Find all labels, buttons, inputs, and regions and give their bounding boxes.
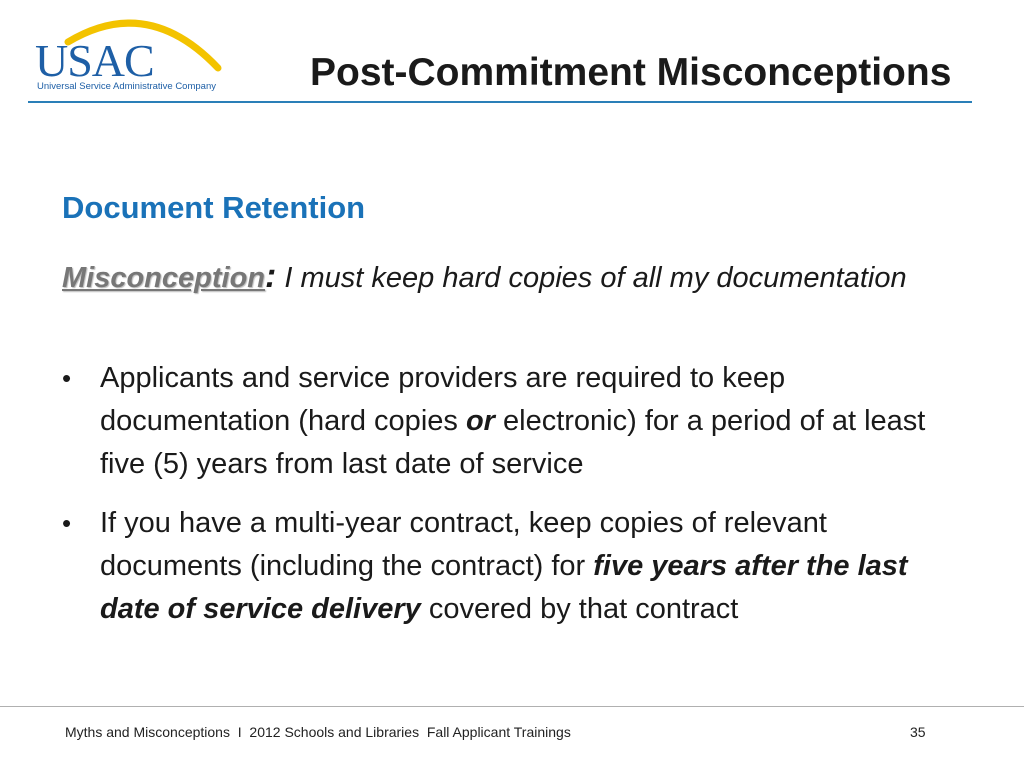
section-heading: Document Retention: [62, 190, 366, 225]
logo-wordmark: USAC: [35, 35, 154, 86]
bullet-list: [62, 357, 972, 647]
title-divider: [28, 101, 972, 103]
misconception-label: Misconception: [62, 262, 266, 294]
misconception-statement: [62, 255, 1000, 300]
bullet-icon: •: [62, 363, 72, 393]
bullet-text: If you have a multi-year contract, keep copies of relevant documents (including the contract) for: [100, 507, 827, 582]
usac-logo: [28, 12, 228, 92]
misconception-text: I must keep hard copies of all my documentation: [276, 262, 907, 294]
page-title: Post-Commitment Misconceptions: [310, 51, 952, 94]
bullet-item: [62, 502, 972, 631]
footer-text: Myths and Misconceptions I 2012 Schools and Libraries Fall Applicant Trainings: [65, 724, 571, 740]
bullet-icon: •: [62, 508, 72, 538]
bullet-emphasis: five years after the last date of service delivery: [100, 550, 908, 625]
bullet-text: electronic) for a period of at least five (5) years from last date of service: [100, 405, 926, 480]
logo-subtitle: Universal Service Administrative Company: [37, 81, 216, 92]
bullet-emphasis: or: [465, 405, 495, 437]
page-number: 35: [910, 724, 926, 740]
bullet-item: [62, 357, 972, 486]
bullet-text: covered by that contract: [420, 593, 739, 625]
footer-divider: [0, 706, 1024, 707]
bullet-text: Applicants and service providers are required to keep documentation (hard copies: [100, 362, 786, 437]
misconception-colon: :: [265, 257, 277, 295]
